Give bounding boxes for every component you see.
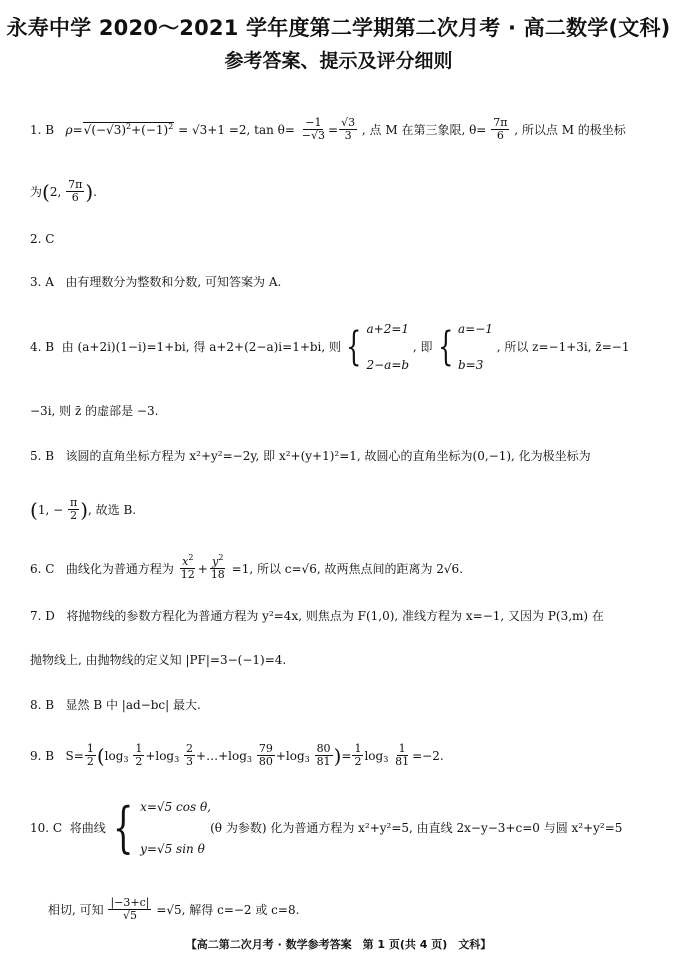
- answer-label: 3. A: [30, 275, 54, 289]
- answer-10: 10. C 将曲线 { x=√5 cos θ, y=√5 sin θ (θ 为参数) 化为普通方程为 x²+y²=5, 由直线 2x−y−3+c=0 与圆 x²+y²=5: [30, 796, 623, 859]
- answer-label: 1. B: [30, 123, 55, 137]
- answer-10-continued: 相切, 可知 $\frac{|-3+c|}{√5}$ =√5, 解得 c=−2 或 c=8.: [48, 896, 300, 922]
- answer-5: 5. B 该圆的直角坐标方程为 x²+y²=−2y, 即 x²+(y+1)²=1, 故圆心的直角坐标为(0,−1), 化为极坐标为: [30, 449, 591, 463]
- answer-label: 10. C: [30, 821, 63, 835]
- page-title: 永寿中学 2020～2021 学年度第二学期第二次月考 · 高二数学(文科): [6, 16, 671, 40]
- answer-7: 7. D 将抛物线的参数方程化为普通方程为 y²=4x, 则焦点为 F(1,0), 准线方程为 x=−1, 又因为 P(3,m) 在: [30, 609, 604, 623]
- answer-label: 7. D: [30, 609, 55, 623]
- answer-6: 6. C 曲线化为普通方程为 $\frac{x^2}{12}$ + $\frac{y^2}{18}$ =1, 所以 c=√6, 故两焦点间的距离为 2√6.: [30, 553, 464, 581]
- answer-4: 4. B 由 (a+2i)(1−i)=1+bi, 得 a+2+(2−a)i=1+bi, 则 { a+2=1 2−a=b , 即 { a=−1 b=3 , 所以 z=−1+3i, z̄=−1: [30, 322, 630, 372]
- page-footer: 【高二第二次月考 · 数学参考答案 第 1 页(共 4 页) 文科】: [185, 938, 492, 951]
- answer-1: 1. B $\rho=√(-√3)^2+(-1)^2 = √3+1 =2$, tan θ= $\frac{-1}{-√3}$ = $\frac{√3}{3}$ , 点 M 在第三象限, θ= $\frac{7\pi}{6}$ , 所以点 M 的极坐标: [30, 116, 626, 142]
- answer-label: 6. C: [30, 562, 55, 576]
- answer-2: [30, 232, 54, 246]
- page-subtitle: 参考答案、提示及评分细则: [224, 50, 453, 72]
- answer-label: 2. C: [30, 232, 55, 246]
- answer-label: 5. B: [30, 449, 55, 463]
- answer-label: 9. B: [30, 749, 55, 763]
- answer-8: 8. B 显然 B 中 |ad−bc| 最大.: [30, 698, 201, 712]
- answer-1-continued: 为(2, $\frac{7\pi}{6}$ ).: [30, 178, 97, 204]
- answer-7-continued: 抛物线上, 由抛物线的定义知 |PF|=3−(−1)=4.: [30, 653, 287, 667]
- answer-label: 8. B: [30, 698, 55, 712]
- answer-9: 9. B S= $\frac{1}{2}$ ($\log_3$ $\frac{1}{2}$ $+\log_3$ $\frac{2}{3}$ $+\dots+\log_3$ $\frac{79}{80}$ $+\log_3$ $\frac{80}{81}$ )= $\frac{1}{2}$ $\log_3$ $\frac{1}{81}$ =−2.: [30, 742, 444, 768]
- answer-5-continued: (1, − $\frac{\pi}{2}$ ), 故选 B.: [30, 496, 137, 522]
- answer-label: 4. B: [30, 340, 55, 354]
- answer-3: 3. A 由有理数分为整数和分数, 可知答案为 A.: [30, 275, 282, 289]
- answer-4-continued: −3i, 则 z̄ 的虚部是 −3.: [30, 404, 159, 418]
